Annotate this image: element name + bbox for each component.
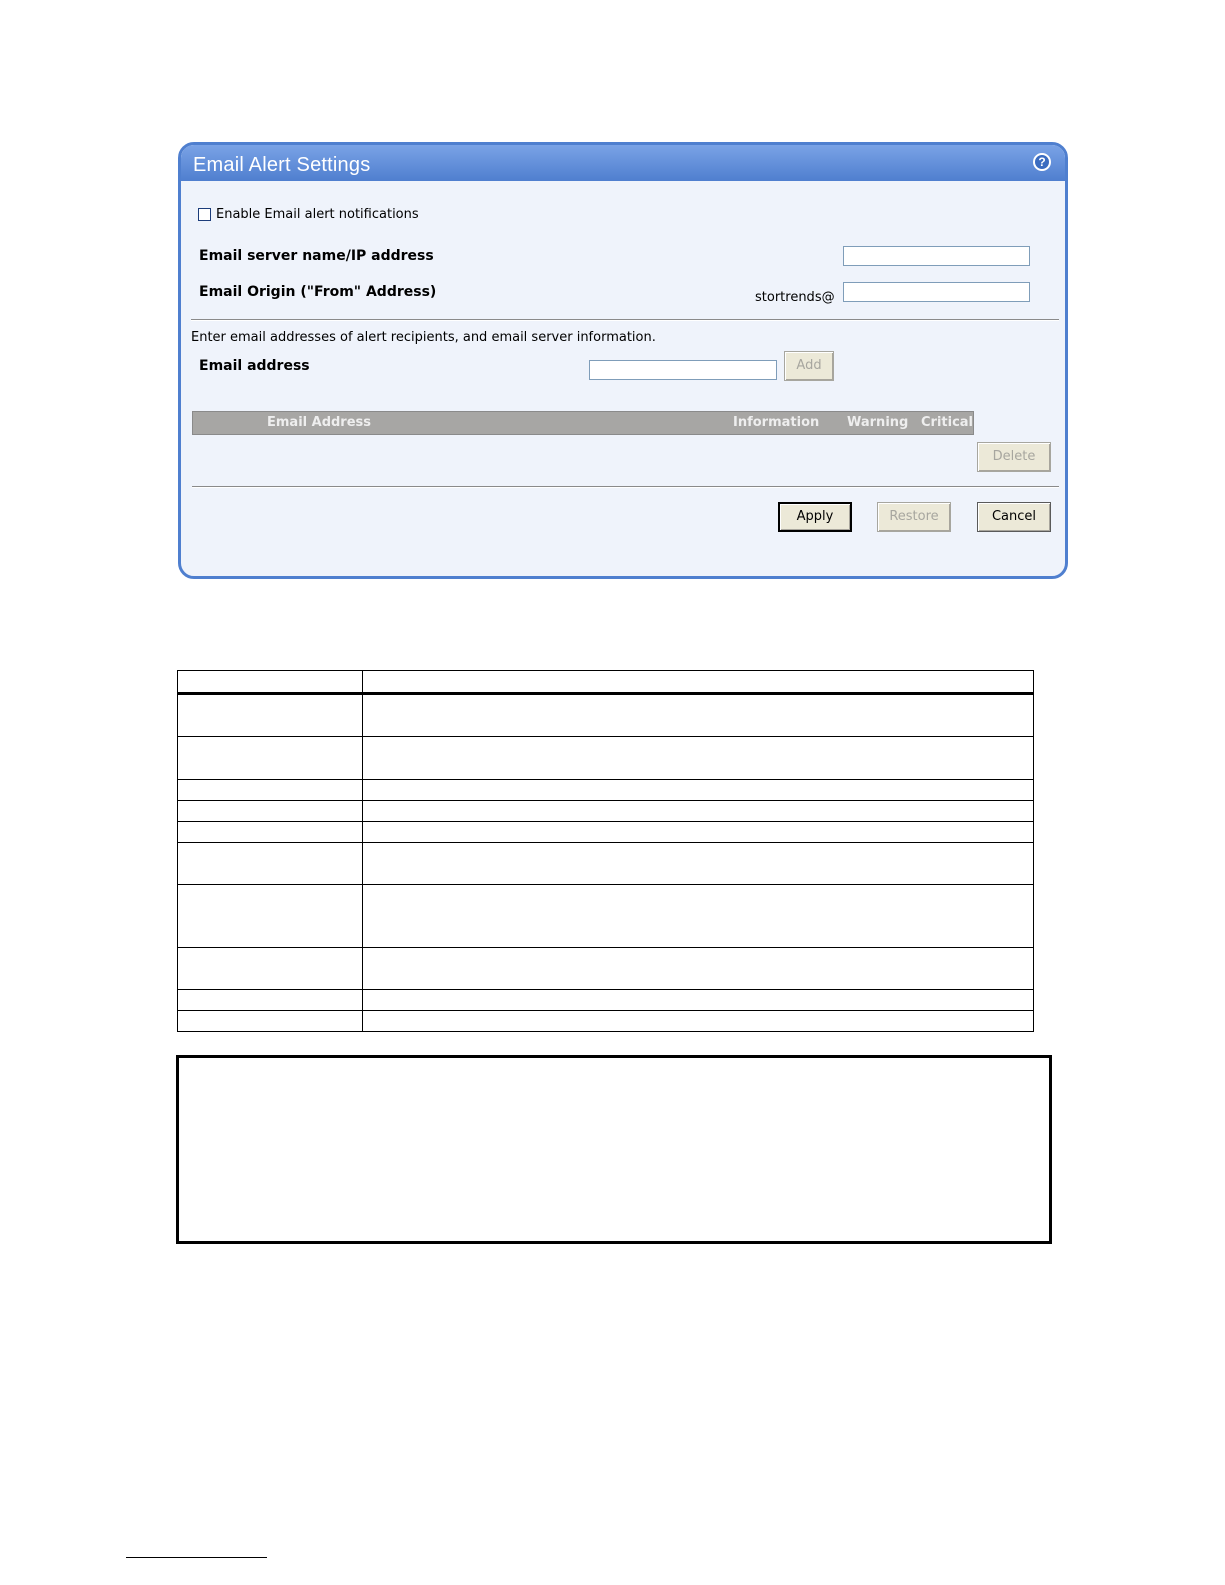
email-address-label: Email address (199, 358, 310, 374)
divider-top (191, 319, 1059, 321)
table-row (178, 737, 1034, 780)
help-icon[interactable]: ? (1033, 153, 1051, 171)
table-cell (363, 1011, 1034, 1032)
table-cell (363, 822, 1034, 843)
table-cell (178, 737, 363, 780)
table-cell (178, 1011, 363, 1032)
table-cell (363, 737, 1034, 780)
table-row (178, 822, 1034, 843)
table-row (178, 990, 1034, 1011)
table-row (178, 801, 1034, 822)
table-row (178, 694, 1034, 737)
email-address-input[interactable] (589, 360, 777, 380)
table-cell (363, 885, 1034, 948)
table-cell (178, 822, 363, 843)
table-header-row (178, 671, 1034, 694)
table-cell (363, 948, 1034, 990)
apply-button[interactable]: Apply (778, 502, 852, 532)
origin-prefix: stortrends@ (755, 290, 835, 305)
column-critical[interactable]: Critical (921, 415, 974, 430)
table-cell (178, 948, 363, 990)
table-row (178, 1011, 1034, 1032)
origin-input[interactable] (843, 282, 1030, 302)
server-label: Email server name/IP address (199, 248, 434, 264)
table-cell (363, 843, 1034, 885)
table-cell (363, 990, 1034, 1011)
origin-label: Email Origin ("From" Address) (199, 284, 437, 300)
enable-alerts-checkbox[interactable] (198, 208, 211, 221)
table-cell (178, 843, 363, 885)
column-email-address[interactable]: Email Address (267, 415, 372, 430)
table-row (178, 948, 1034, 990)
server-input[interactable] (843, 246, 1030, 266)
enable-alerts-label: Enable Email alert notifications (216, 207, 419, 222)
table-cell (363, 694, 1034, 737)
column-warning[interactable]: Warning (847, 415, 909, 430)
dialog-header (181, 145, 1065, 181)
table-cell (178, 671, 363, 694)
cancel-button[interactable]: Cancel (977, 502, 1051, 532)
table-cell (363, 801, 1034, 822)
recipients-grid-header (192, 411, 974, 435)
delete-button[interactable]: Delete (977, 442, 1051, 472)
field-description-table (177, 670, 1034, 1032)
instructions-text: Enter email addresses of alert recipients, and email server information. (191, 330, 656, 345)
note-box (176, 1055, 1052, 1244)
table-cell (178, 780, 363, 801)
table-cell (363, 780, 1034, 801)
table-cell (178, 801, 363, 822)
email-alert-settings-dialog (178, 142, 1068, 579)
table-cell (178, 694, 363, 737)
restore-button[interactable]: Restore (877, 502, 951, 532)
table-row (178, 885, 1034, 948)
dialog-title: Email Alert Settings (193, 154, 371, 176)
table-row (178, 843, 1034, 885)
table-cell (363, 671, 1034, 694)
table-cell (178, 885, 363, 948)
footnote-separator (126, 1557, 267, 1558)
header-curve (181, 181, 1065, 195)
table-cell (178, 990, 363, 1011)
column-information[interactable]: Information (733, 415, 820, 430)
table-row (178, 780, 1034, 801)
divider-bottom (192, 486, 1059, 488)
add-button[interactable]: Add (784, 351, 834, 381)
